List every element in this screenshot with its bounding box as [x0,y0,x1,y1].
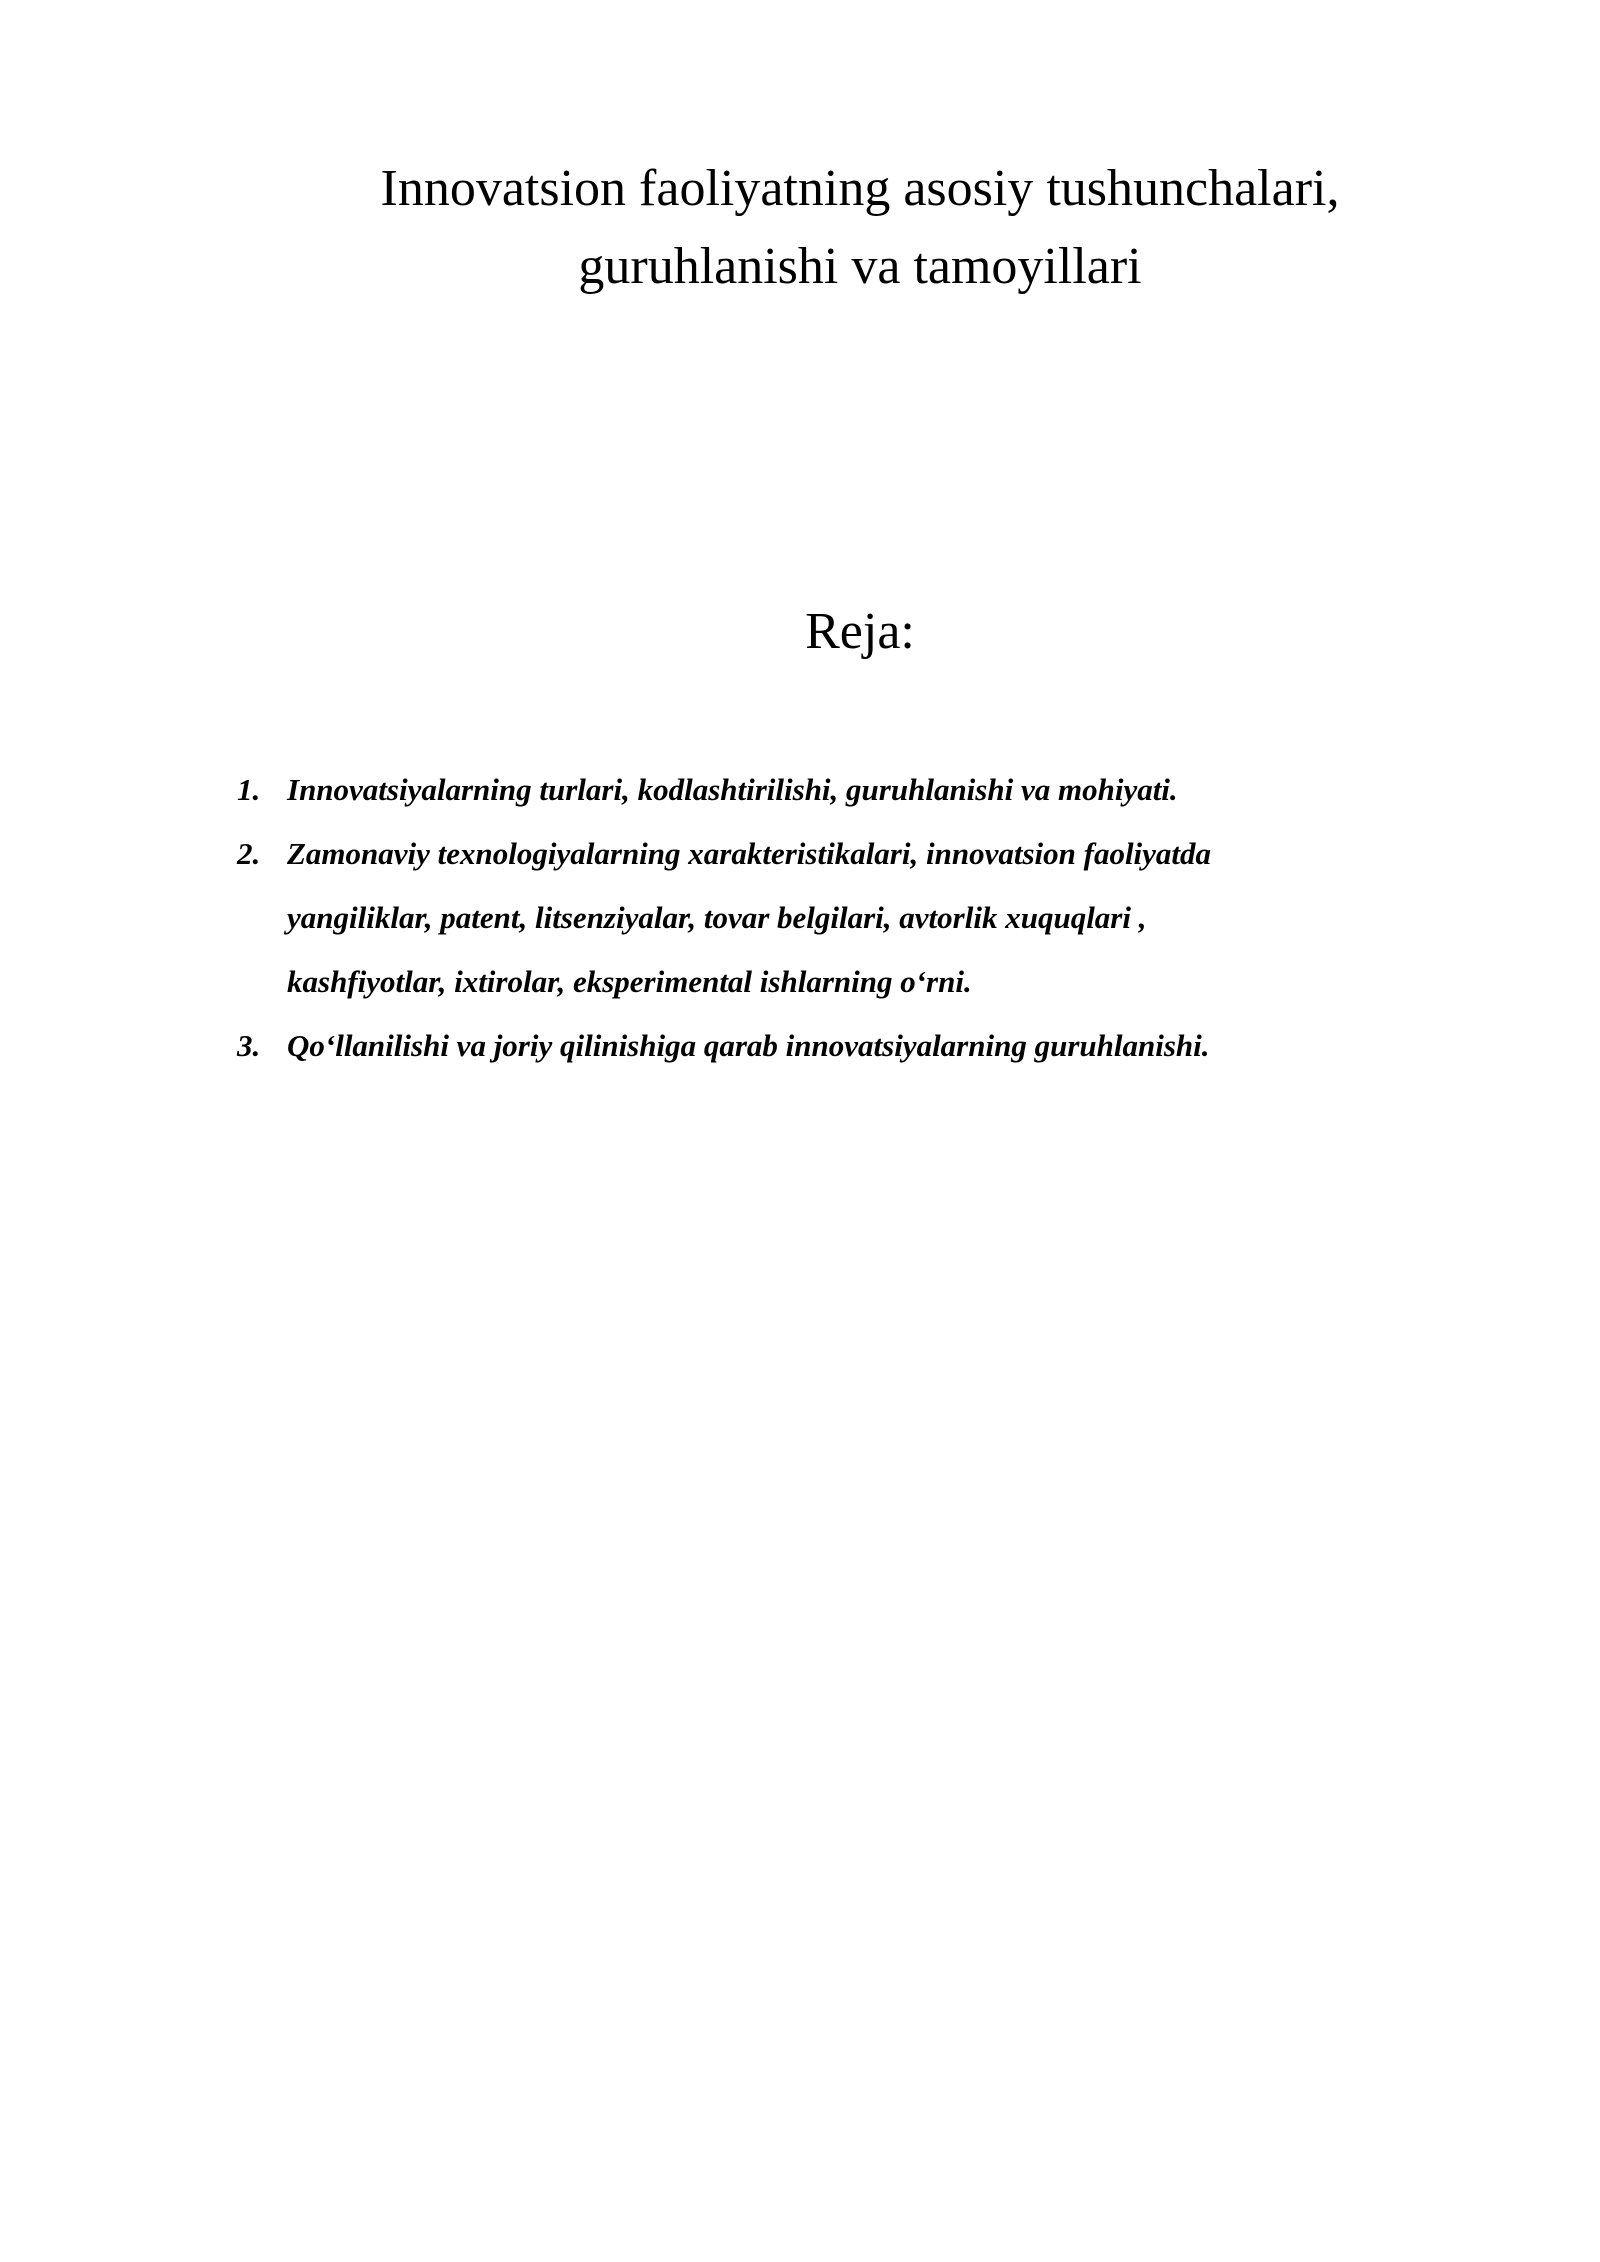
plan-item-text: Qo‘llanilishi va joriy qilinishiga qarab innovatsiyalarning guruhlanishi. [287,1028,1210,1063]
plan-heading: Reja: [805,603,915,660]
plan-item-number: 3. [237,1028,261,1063]
document-title-line: guruhlanishi va tamoyillari [578,238,1142,295]
plan-item-text: kashfiyotlar, ixtirolar, eksperimental ishlarning o‘rni. [287,964,972,999]
plan-item-text: Zamonaviy texnologiyalarning xarakteristikalari, innovatsion faoliyatda [287,836,1212,871]
plan-item-1 [237,758,1497,822]
plan-item-2 [237,822,1497,1014]
plan-item-3 [237,1014,1497,1078]
document-title-line: Innovatsion faoliyatning asosiy tushunchalari, [380,160,1340,217]
document-title [240,150,1480,306]
plan-item-number: 2. [237,836,261,871]
plan-item-text: Innovatsiyalarning turlari, kodlashtirilishi, guruhlanishi va mohiyati. [287,772,1178,807]
plan-list [237,758,1497,1078]
plan-item-number: 1. [237,772,261,807]
plan-item-text: yangiliklar, patent, litsenziyalar, tovar belgilari, avtorlik xuquqlari , [287,900,1147,935]
